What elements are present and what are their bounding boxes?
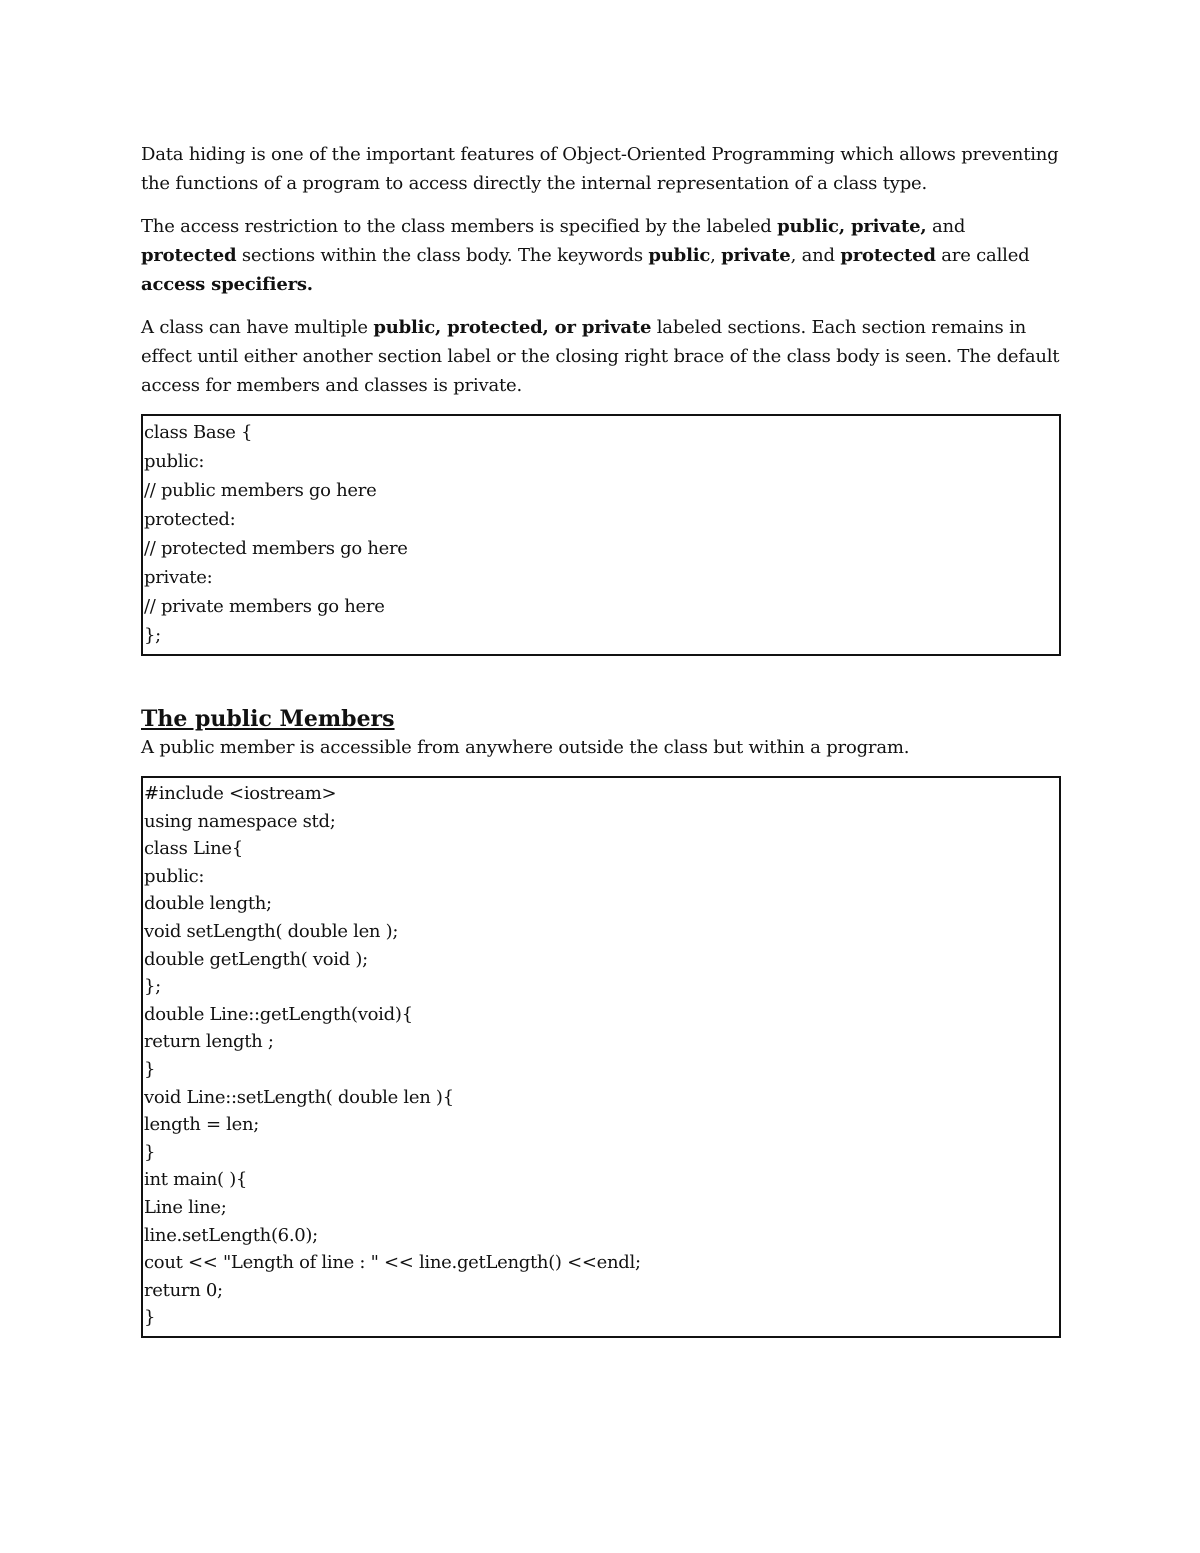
code-line: void setLength( double len ); bbox=[144, 920, 399, 942]
text-span: , bbox=[710, 245, 722, 266]
public-members-heading: The public Members bbox=[141, 706, 395, 732]
code-line: } bbox=[144, 1058, 156, 1080]
public-members-description: A public member is accessible from anywhere outside the class but within a program. bbox=[141, 737, 910, 758]
line-class-code-block bbox=[141, 776, 1061, 1338]
text-span: and bbox=[926, 216, 966, 237]
code-line: }; bbox=[144, 625, 161, 646]
bold-span: public, protected, or private bbox=[373, 317, 652, 338]
code-line: public: bbox=[144, 451, 205, 472]
code-line: // private members go here bbox=[144, 596, 385, 617]
code-line: line.setLength(6.0); bbox=[144, 1224, 318, 1246]
code-line: class Base { bbox=[144, 422, 253, 443]
code-line: }; bbox=[144, 976, 161, 998]
code-line: double getLength( void ); bbox=[144, 948, 368, 970]
code-line: double length; bbox=[144, 893, 272, 915]
code-line: length = len; bbox=[144, 1114, 260, 1136]
text-span: The access restriction to the class members is specified by the labeled bbox=[141, 216, 778, 237]
code-line: #include <iostream> bbox=[144, 783, 337, 804]
text-span: , and bbox=[790, 245, 841, 266]
code-line: } bbox=[144, 1307, 156, 1329]
code-line: // public members go here bbox=[144, 480, 377, 501]
code-line: public: bbox=[144, 865, 205, 887]
bold-span: public, private, bbox=[777, 216, 927, 237]
code-line: } bbox=[144, 1141, 156, 1163]
text-span: are called bbox=[935, 245, 1030, 266]
bold-span: protected bbox=[840, 245, 936, 266]
code-line: Line line; bbox=[144, 1196, 227, 1218]
class-base-code-block bbox=[141, 414, 1061, 656]
code-line: // protected members go here bbox=[144, 538, 408, 559]
access-restriction-paragraph bbox=[141, 212, 1061, 299]
code-line: void Line::setLength( double len ){ bbox=[144, 1086, 454, 1108]
text-span: sections within the class body. The keywords bbox=[236, 245, 649, 266]
code-line: class Line{ bbox=[144, 838, 243, 860]
code-line: return 0; bbox=[144, 1279, 223, 1301]
bold-span: private bbox=[721, 245, 791, 266]
bold-span: public bbox=[648, 245, 711, 266]
bold-span: access specifiers. bbox=[141, 274, 313, 295]
bold-span: protected bbox=[141, 245, 237, 266]
multiple-sections-paragraph bbox=[141, 313, 1061, 400]
code-line: using namespace std; bbox=[144, 810, 336, 832]
code-line: protected: bbox=[144, 509, 236, 530]
intro-paragraph: Data hiding is one of the important features of Object-Oriented Programming which allows preventing the functions of a program to access directly the internal representation of a class type. bbox=[141, 144, 1059, 194]
code-line: double Line::getLength(void){ bbox=[144, 1003, 413, 1025]
text-span: labeled sections. Each section remains in effect until either another section label or the closing right brace of the class body is seen. The default access for members and classes is private. bbox=[141, 317, 1060, 396]
code-line: return length ; bbox=[144, 1031, 274, 1053]
text-span: A class can have multiple bbox=[141, 317, 374, 338]
document-page bbox=[141, 140, 1061, 1338]
code-line: private: bbox=[144, 567, 213, 588]
code-line: int main( ){ bbox=[144, 1169, 248, 1191]
code-line: cout << "Length of line : " << line.getLength() <<endl; bbox=[144, 1252, 641, 1274]
